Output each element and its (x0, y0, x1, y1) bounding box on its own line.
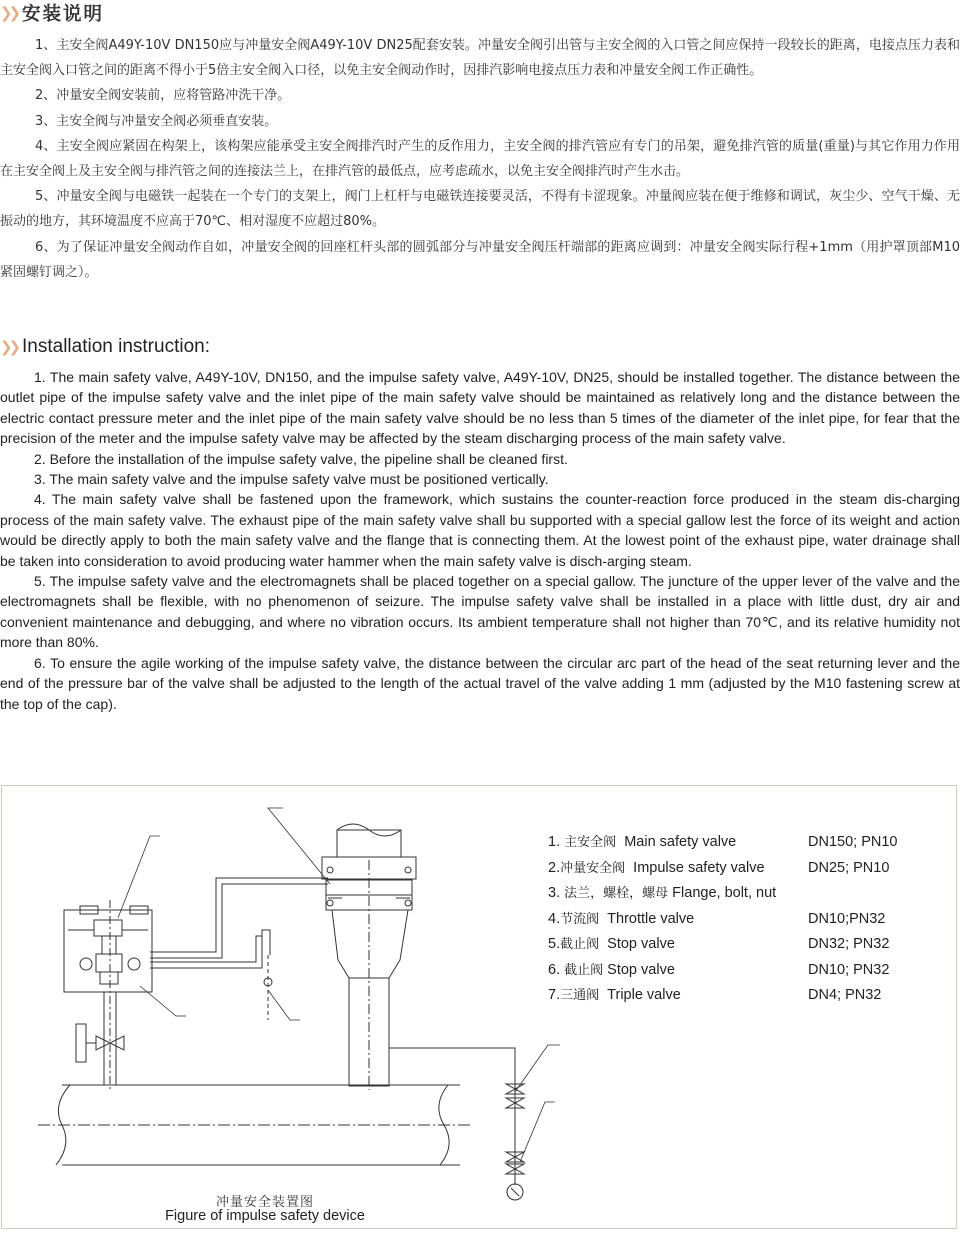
en-paragraph-3: 3. The main safety valve and the impulse safety valve must be positioned vertically. (34, 471, 549, 488)
stop-valve-drawing (76, 1024, 124, 1062)
leader-lines (118, 808, 560, 1162)
cn-paragraph-2: 2、冲量安全阀安装前，应将管路冲洗干净。 (35, 88, 291, 104)
legend-en: Main safety valve (624, 834, 737, 850)
en-title-text: Installation instruction: (22, 336, 210, 357)
cn-paragraph-3: 3、主安全阀与冲量安全阀必须垂直安装。 (35, 113, 278, 129)
main-safety-valve-drawing (322, 824, 416, 1090)
legend-cn: 法兰，螺栓，螺母 (564, 886, 669, 901)
legend-en: Flange, bolt, nut (672, 885, 777, 901)
legend-spec: DN32; PN32 (808, 936, 890, 952)
legend-cn: 截止阀 (560, 937, 600, 952)
legend-num: 7. (548, 987, 561, 1003)
figure-caption-en: Figure of impulse safety device (165, 1208, 365, 1224)
legend-num: 2. (548, 859, 561, 876)
legend-spec: DN150; PN10 (808, 834, 898, 850)
legend-spec: DN10; PN32 (808, 961, 890, 978)
legend-num: 4. (548, 910, 561, 927)
cn-paragraph-4: 4、主安全阀应紧固在构架上，该构架应能承受主安全阀排汽时产生的反作用力，主安全阀的排汽管应有专门的吊架，避免排汽管的质量(重量)与其它作用力作用在主安全阀上及主安全阀与排汽管之间的连接法兰上，在排汽管的最低点，应考虑疏水，以免主安全阀排汽时产生水击。 (0, 138, 960, 180)
figure-caption-cn: 冲量安全装置图 (215, 1195, 314, 1210)
double-chevron-icon: ❯❯ (0, 338, 18, 356)
legend-en: Triple valve (607, 987, 681, 1003)
legend-num: 3. (548, 885, 561, 901)
legend-num: 1. (548, 834, 561, 850)
drain-line-drawing (389, 1048, 524, 1200)
legend-en: Impulse safety valve (633, 859, 765, 876)
legend-en: Stop valve (607, 936, 675, 952)
cn-paragraph-5: 5、冲量安全阀与电磁铁一起装在一个专门的支架上，阀门上杠杆与电磁铁连接要灵活，不得有卡涩现象。冲量阀应装在便于维修和调试，灰尘少、空气干燥、无振动的地方，其环境温度不应高于70℃、相对湿度不应超过80%。 (0, 189, 960, 230)
legend-spec: DN4; PN32 (808, 987, 882, 1003)
en-paragraph-4: 4. The main safety valve shall be fastened upon the framework, which sustains the counter-reaction force produced in the steam dis-charging process of the main safety valve. The exhaust pipe of the main safety valve shall bu supported with a special gallow lest the force of its weight and action would be directly apply to both the main safety valve and the flange that is connecting them. At the lowest point of the exhaust pipe, water drainage shall be taken into consideration to avoid producing water hammer when the main safety valve is disch-arging steam. (0, 491, 960, 569)
cn-title-text: 安装说明 (22, 4, 105, 25)
legend-cn: 截止阀 (564, 962, 604, 978)
legend-cn: 主安全阀 (564, 835, 617, 850)
legend-cn: 冲量安全阀 (560, 860, 626, 876)
horizontal-pipe (38, 1085, 470, 1165)
cn-paragraph-1: 1、主安全阀A49Y-10V DN150应与冲量安全阀A49Y-10V DN25配套安装。冲量安全阀引出管与主安全阀的入口管之间应保持一段较长的距离，电接点压力表和主安全阀入口管之间的距离不得小于5倍主安全阀入口径，以免主安全阀动作时，因排汽影响电接点压力表和冲量安全阀工作正确性。 (0, 38, 960, 79)
impulse-tubing (150, 878, 328, 1020)
en-paragraph-2: 2. Before the installation of the impulse safety valve, the pipeline shall be cleaned first. (34, 450, 568, 467)
legend-num: 5. (548, 936, 561, 952)
legend-en: Stop valve (607, 961, 675, 978)
legend-cn: 三通阀 (560, 988, 600, 1003)
legend-num: 6. (548, 961, 561, 978)
en-paragraph-5: 5. The impulse safety valve and the electromagnets shall be placed together on a special gallow. The juncture of the upper lever of the valve and the electromagnets shall be flexible, with no phenomenon of seizure. The impulse safety valve shall be installed in a place with little dust, dry air and convenient maintenance and debugging, and where no vibration occurs. Its ambient temperature shall not higher than 70℃, and its relative humidity not more than 80%. (0, 573, 960, 651)
legend-cn: 节流阀 (560, 911, 600, 927)
cn-paragraph-6: 6、为了保证冲量安全阀动作自如，冲量安全阀的回座杠杆头部的圆弧部分与冲量安全阀压杆端部的距离应调到：冲量安全阀实际行程+1mm（用护罩顶部M10紧固螺钉调之）。 (0, 239, 960, 280)
en-paragraph-6: 6. To ensure the agile working of the impulse safety valve, the distance between the circular arc part of the head of the seat returning lever and the end of the pressure bar of the valve shall be adjusted to the length of the actual travel of the valve adding 1 mm (adjusted by the M10 fastening screw at the top of the cap). (0, 654, 960, 712)
legend-en: Throttle valve (607, 910, 695, 927)
legend-spec: DN25; PN10 (808, 859, 890, 876)
legend-spec: DN10;PN32 (808, 910, 886, 927)
en-paragraph-1: 1. The main safety valve, A49Y-10V, DN150, and the impulse safety valve, A49Y-10V, DN25, should be installed together. The distance between the outlet pipe of the impulse safety valve and the inlet pipe of the main safety valve should be maintained as relatively long and the distance between the electric contact pressure meter and the inlet pipe of the main safety valve should be no less than 5 times of the diameter of the inlet pipe, for fear that the precision of the meter and the impulse safety valve may be affected by the steam discharging process of the main safety valve. (0, 369, 960, 447)
double-chevron-icon: ❯❯ (0, 4, 18, 22)
